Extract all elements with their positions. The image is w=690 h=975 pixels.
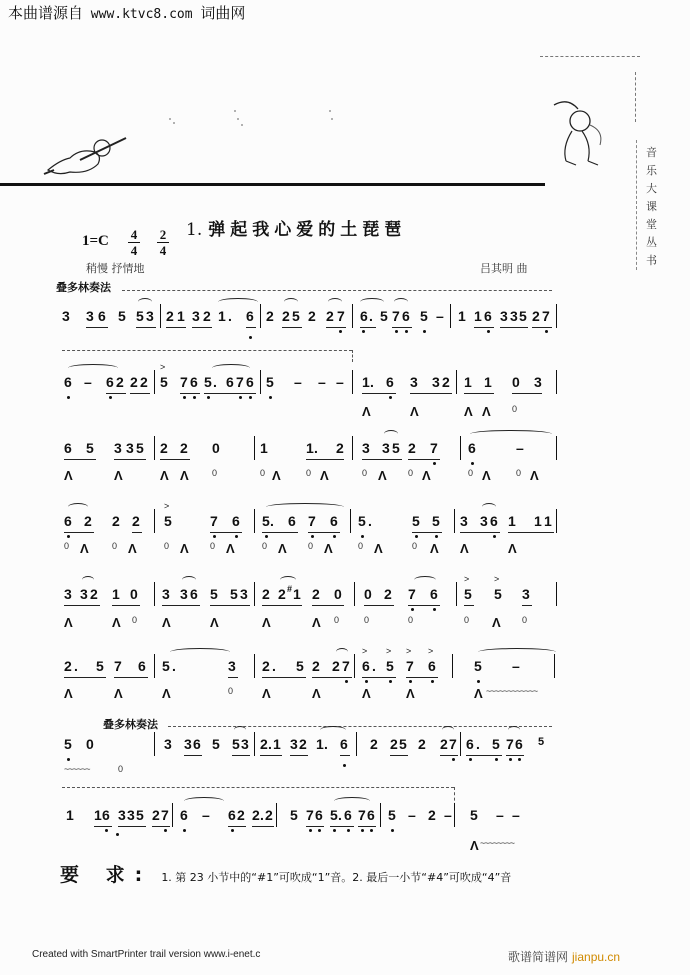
score-row-2: 6 – 6 2 2 2 5 > 7 6 5 . 6 7 6 5 – – – 1 . 6 3 3 2 1 1 0 3 <box>56 374 556 402</box>
song-title <box>186 215 406 240</box>
series-char: 大 <box>646 182 657 195</box>
key-signature: 1=C <box>82 233 109 249</box>
technique-label-tremolo-2: 叠多林奏法 <box>103 718 158 731</box>
tongue-row-6: Λ Λ Λ 0 Λ Λ Λ Λ Λ ~~~~~~~~~~~~ <box>64 686 538 701</box>
series-char: 丛 <box>646 236 657 249</box>
watermark-suffix: 词曲网 <box>200 4 246 22</box>
series-char: 音 <box>646 146 657 159</box>
score-row-7: 5 0 3 3 6 5 5 3 2 . 1 3 2 1 . 6 2 2 5 2 2 7 6 . 5 7 6 5 <box>56 736 556 764</box>
flute-player-illustration-icon <box>40 130 130 180</box>
series-char: 课 <box>646 200 657 213</box>
time-signature-4-4: 4 4 <box>128 228 140 257</box>
frame-dashed-right <box>635 72 636 122</box>
technique-bracket-end <box>352 350 353 362</box>
site-name: 歌谱简谱网 <box>508 950 569 964</box>
tongue-row-8: Λ ~~~~~~~~ <box>470 838 515 853</box>
time-signature-2-4: 2 4 <box>157 228 169 257</box>
tongue-row-7: ~~~~~~ 0 <box>64 764 124 774</box>
series-char: 书 <box>646 254 657 267</box>
requirement-text: 1. 第 23 小节中的“#1”可吹成“1”音。2. 最后一小节“#4”可吹成“4”音 <box>161 871 512 884</box>
technique-bracket-line <box>168 726 552 727</box>
series-char: 堂 <box>646 218 657 231</box>
tongue-row-5: Λ Λ 0 Λ Λ Λ Λ 0 0 0 0 Λ 0 <box>64 615 528 630</box>
song-number: 1. <box>186 220 203 240</box>
source-watermark <box>8 2 245 23</box>
score-row-5: 3 3 2 1 0 3 3 6 5 5 3 2 2 # 1 2 0 0 2 7 6 5 > 5 > 3 <box>56 586 556 614</box>
score-row-3: 6 5 3 3 5 2 2 0 1 1 . 2 3 3 5 2 7 6 – <box>56 440 556 468</box>
site-brand-link[interactable]: jianpu.cn <box>572 950 621 964</box>
score-row-6: 2 . 5 7 6 5 . 3 2 . 5 2 2 7 6 . 5 > > 7 6 > > 5 – <box>56 658 556 686</box>
watermark-prefix: 本曲谱源自 <box>8 4 84 22</box>
header-rule <box>0 183 545 186</box>
composer-credit: 吕其明 曲 <box>480 262 528 275</box>
tongue-row-2: Λ Λ Λ Λ 0 <box>362 404 518 419</box>
tongue-row-3: Λ Λ Λ Λ 0 0 Λ 0 Λ 0 Λ 0 Λ 0 Λ 0 Λ <box>64 468 539 483</box>
score-row-4: 6 2 2 2 5 > 7 6 5 . 6 7 6 5 . 5 5 3 3 6 1 1 1 <box>56 513 556 541</box>
series-char: 乐 <box>646 164 657 177</box>
watermark-url[interactable]: www.ktvc8.com <box>90 7 193 22</box>
technique-bracket-line <box>62 787 454 788</box>
printer-watermark: Created with SmartPrinter trail version www.i-enet.c <box>32 949 261 960</box>
frame-dashed-top <box>540 56 640 57</box>
performance-requirement <box>60 860 511 887</box>
series-title <box>646 144 662 270</box>
technique-label-tremolo: 叠多林奏法 <box>56 281 111 294</box>
dancing-rabbit-illustration-icon <box>548 95 618 170</box>
technique-bracket-line <box>62 350 352 351</box>
technique-bracket-line <box>122 290 552 291</box>
tongue-row-4: 0 Λ 0 Λ 0 Λ 0 Λ 0 Λ 0 Λ 0 Λ 0 Λ Λ Λ <box>64 541 517 556</box>
site-watermark <box>508 948 620 965</box>
score-row-1: 3 3 6 5 5 3 2 1 3 2 1 . 6 2 2 5 2 2 7 6 . 5 7 6 5 – 1 1 6 3 3 5 2 7 <box>56 308 556 336</box>
requirement-label: 要 求: <box>60 864 153 886</box>
tempo-marking: 稍慢 抒情地 <box>86 262 145 275</box>
music-notes-decoration-icon <box>150 105 350 135</box>
song-title-text: 弹起我心爱的土琵琶 <box>208 220 407 240</box>
score-row-8: 1 1 6 3 3 5 2 7 6 – 6 2 2 . 2 5 7 6 5 . 6 7 6 5 – 2 – 5 – – <box>56 807 556 835</box>
